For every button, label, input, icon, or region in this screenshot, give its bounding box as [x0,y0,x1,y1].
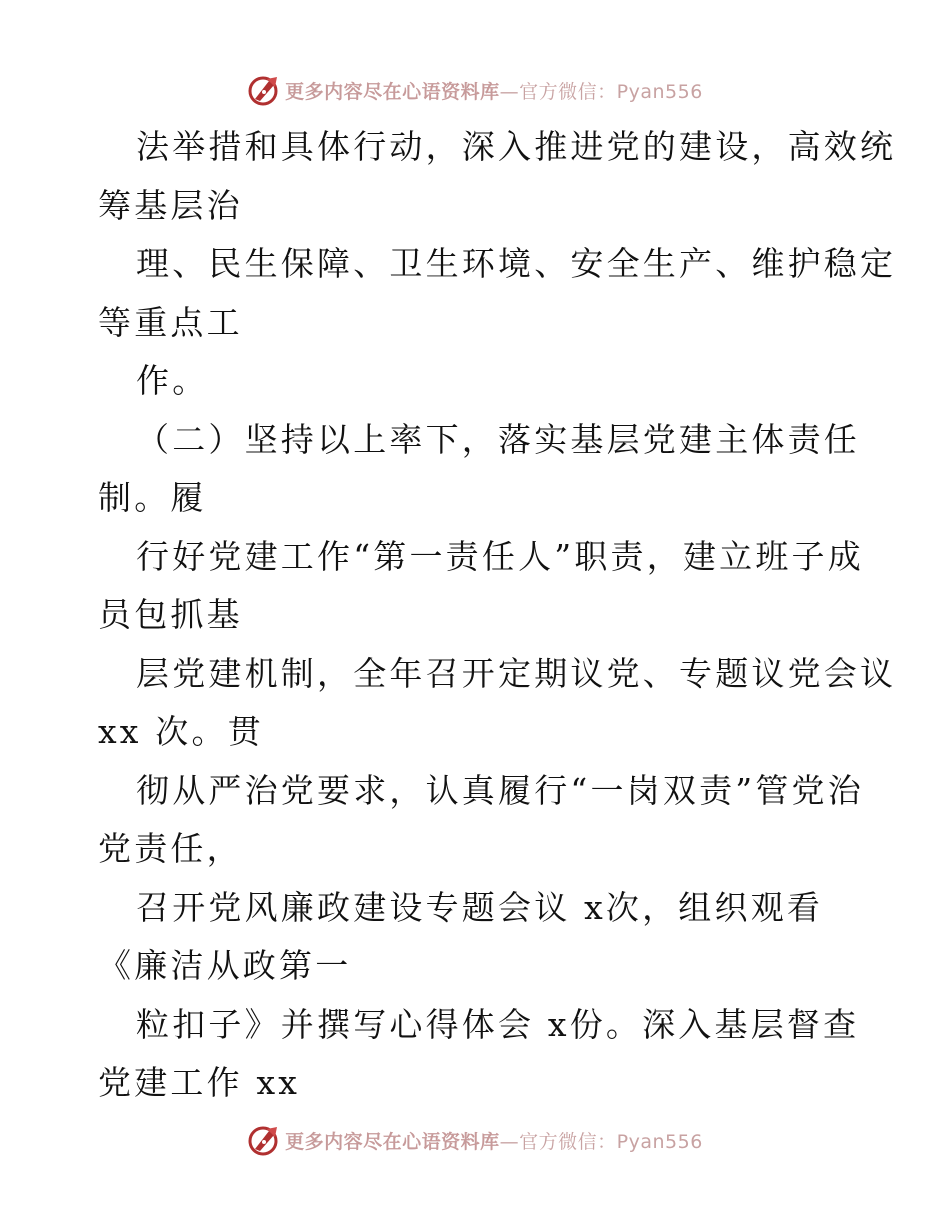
watermark-separator: — [499,1130,520,1153]
text-line: 彻从严治党要求，认真履行“一岗双责”管党治 [136,770,864,810]
text-line: 筹基层治 [98,185,243,225]
document-body [98,118,897,1113]
text-line: （二）坚持以上率下，落实基层党建主体责任 [136,419,860,459]
text-line: 党建工作 xx [98,1063,301,1102]
text-line: 召开党风廉政建设专题会议 x次，组织观看 [136,887,824,927]
watermark-sub: 官方微信：Pyan556 [519,1130,703,1153]
text-line: 制。履 [98,478,207,517]
pen-nib-circle-icon [247,73,281,107]
watermark-separator: — [499,80,520,103]
watermark-sub: 官方微信：Pyan556 [519,80,703,103]
text-line: 层党建机制，全年召开定期议党、专题议党会议 [136,653,897,693]
text-line: 作。 [136,361,209,400]
watermark-main: 更多内容尽在心语资料库 [285,1130,500,1153]
text-line: 等重点工 [98,302,243,342]
text-line: 法举措和具体行动，深入推进党的建设，高效统 [136,127,897,166]
text-line: 党责任， [98,829,243,868]
text-line: 《廉洁从政第一 [98,946,352,985]
footer-watermark [0,1122,950,1158]
watermark-main: 更多内容尽在心语资料库 [285,80,500,103]
text-line: xx 次。贯 [98,712,264,751]
header-watermark [0,72,950,108]
text-line: 行好党建工作“第一责任人”职责，建立班子成 [136,536,864,576]
watermark-text [285,1127,703,1154]
text-line: 员包抓基 [98,595,243,634]
text-line: 粒扣子》并撰写心得体会 x份。深入基层督查 [136,1004,860,1044]
watermark-text [285,77,703,104]
pen-nib-circle-icon [247,1123,281,1157]
text-line: 理、民生保障、卫生环境、安全生产、维护稳定 [136,244,897,283]
